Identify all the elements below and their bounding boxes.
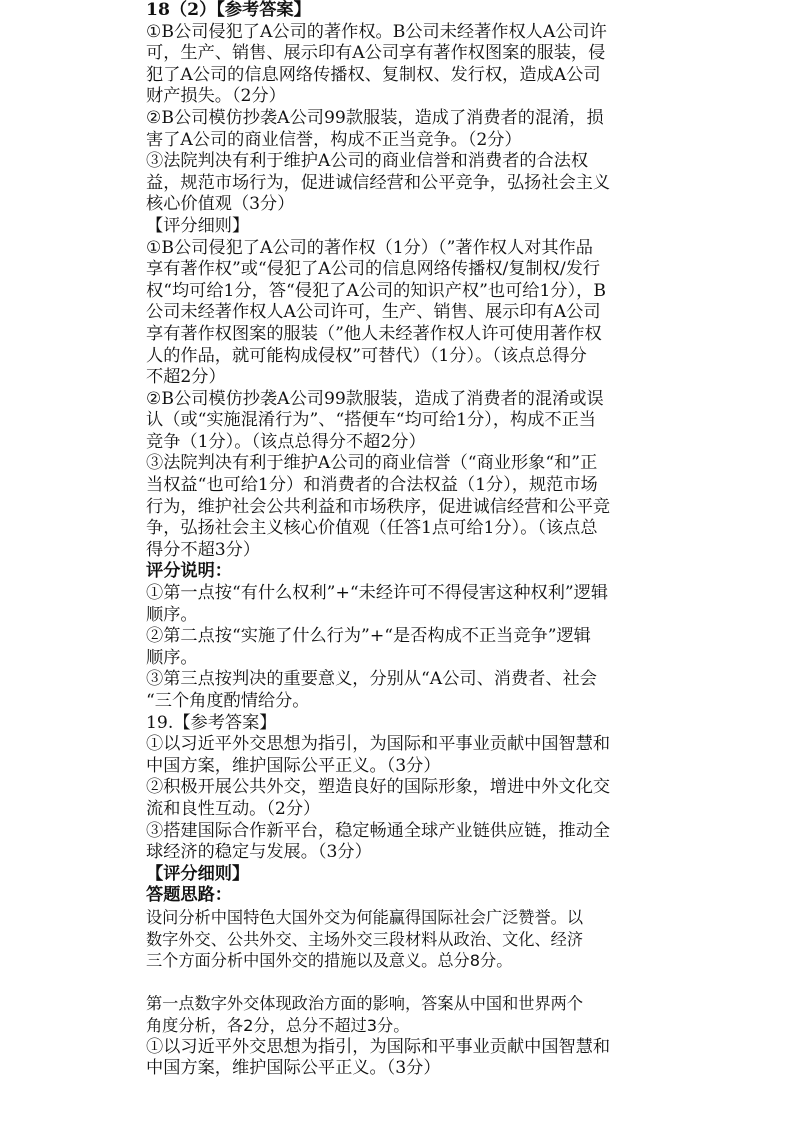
q19-heading: 19.【参考答案】 <box>146 712 277 733</box>
q18-note-line: 顺序。 <box>146 604 198 625</box>
q18-answer-line: 核心价值观（3分） <box>146 194 295 215</box>
q18-note-line: “三个角度酌情给分。 <box>146 691 310 711</box>
q18-rubric-line: 当权益“也可给1分）和消费者的合法权益（1分），规范市场 <box>146 475 598 496</box>
q18-answer-line: ②B公司模仿抄袭A公司99款服装，造成了消费者的混淆，损 <box>146 107 604 128</box>
q18-rubric-line: ③法院判决有利于维护A公司的商业信誉（“商业形象“和”正 <box>146 453 598 474</box>
q18-answer-line: ①B公司侵犯了A公司的著作权。B公司未经著作权人A公司许 <box>146 21 607 42</box>
q19-answer-line: ③搭建国际合作新平台，稳定畅通全球产业链供应链，推动全 <box>146 820 611 841</box>
q18-rubric-line: 享有著作权”或“侵犯了A公司的信息网络传播权/复制权/发行 <box>146 259 601 280</box>
q18-rubric-line: 公司未经著作权人A公司许可，生产、销售、展示印有A公司 <box>146 302 601 323</box>
paragraph-gap <box>146 972 672 994</box>
q18-rubric-line: 行为，维护社会公共利益和市场秩序，促进诚信经营和公平竞 <box>146 496 611 517</box>
q18-answer-line: 害了A公司的商业信誉，构成不正当竞争。（2分） <box>146 129 522 150</box>
q19-answer-line: 流和良性互动。（2分） <box>146 798 321 819</box>
q18-rubric-line: ①B公司侵犯了A公司的著作权（1分）（”著作权人对其作品 <box>146 237 593 258</box>
q18-note-line: ②第二点按“实施了什么行为”+“是否构成不正当竞争”逻辑 <box>146 626 591 647</box>
q18-note-line: ①第一点按“有什么权利”+“未经许可不得侵害这种权利”逻辑 <box>146 583 609 604</box>
q19-point1-line: 第一点数字外交体现政治方面的影响，答案从中国和世界两个 <box>146 994 584 1014</box>
q19-approach-line: 数字外交、公共外交、主场外交三段材料从政治、文化、经济 <box>146 929 584 949</box>
q19-approach <box>146 907 672 972</box>
q19-point1-line: 角度分析，各2分，总分不超过3分。 <box>146 1015 410 1035</box>
q18-rubric-heading: 【评分细则】 <box>146 215 250 236</box>
q18-rubric-line: 人的作品，就可能构成侵权”可替代）（1分）。（该点总得分 <box>146 345 587 366</box>
q19-answer <box>146 734 672 864</box>
answer-document <box>146 0 672 1080</box>
q19-point1-line: ①以习近平外交思想为指引，为国际和平事业贡献中国智慧和 <box>146 1036 611 1057</box>
q19-approach-line: 三个方面分析中国外交的措施以及意义。总分8分。 <box>146 951 513 971</box>
q18-note-line: 顺序。 <box>146 647 198 668</box>
q19-point1-line: 中国方案，维护国际公平正义。（3分） <box>146 1058 441 1079</box>
q18-rubric-line: 认（或“实施混淆行为”、“搭便车“均可给1分），构成不正当 <box>146 410 596 431</box>
q18-rubric-line: ②B公司模仿抄袭A公司99款服装，造成了消费者的混淆或误 <box>146 388 604 409</box>
q19-point1 <box>146 993 672 1079</box>
q19-answer-line: 中国方案，维护国际公平正义。（3分） <box>146 755 441 776</box>
q18-answer-line: ③法院判决有利于维护A公司的商业信誉和消费者的合法权 <box>146 151 589 172</box>
q18-rubric-line: 得分不超3分） <box>146 539 261 560</box>
q18-rubric <box>146 238 672 562</box>
q18-answer-line: 犯了A公司的信息网络传播权、复制权、发行权，造成A公司 <box>146 64 601 85</box>
q18-note-line: ③第三点按判决的重要意义，分别从“A公司、消费者、社会 <box>146 669 597 690</box>
q18-answer-line: 可，生产、销售、展示印有A公司享有著作权图案的服装，侵 <box>146 43 606 64</box>
q18-answer <box>146 22 672 216</box>
q19-approach-line: 设问分析中国特色大国外交为何能赢得国际社会广泛赞誉。以 <box>146 907 584 927</box>
q18-rubric-line: 享有著作权图案的服装（”他人未经著作权人许可使用著作权 <box>146 323 602 344</box>
q19-answer-line: 球经济的稳定与发展。（3分） <box>146 842 372 863</box>
q18-rubric-line: 竞争（1分）。（该点总得分不超2分） <box>146 431 426 452</box>
q18-answer-line: 益，规范市场行为，促进诚信经营和公平竞争，弘扬社会主义 <box>146 172 611 193</box>
q18-notes <box>146 583 672 713</box>
q18-heading: 18（2）【参考答案】 <box>146 0 311 20</box>
q19-rubric-heading: 【评分细则】 <box>146 863 250 884</box>
q18-rubric-line: 权“均可给1分，答“侵犯了A公司的知识产权”也可给1分），B <box>146 280 606 301</box>
q19-answer-line: ②积极开展公共外交，塑造良好的国际形象，增进中外文化交 <box>146 777 611 798</box>
q19-answer-line: ①以习近平外交思想为指引，为国际和平事业贡献中国智慧和 <box>146 734 611 755</box>
q19-approach-heading: 答题思路： <box>146 885 232 906</box>
q18-rubric-line: 争，弘扬社会主义核心价值观（任答1点可给1分）。（该点总 <box>146 518 598 539</box>
q18-answer-line: 财产损失。（2分） <box>146 86 286 107</box>
q18-notes-heading: 评分说明： <box>146 561 232 582</box>
q18-rubric-line: 不超2分） <box>146 367 226 388</box>
